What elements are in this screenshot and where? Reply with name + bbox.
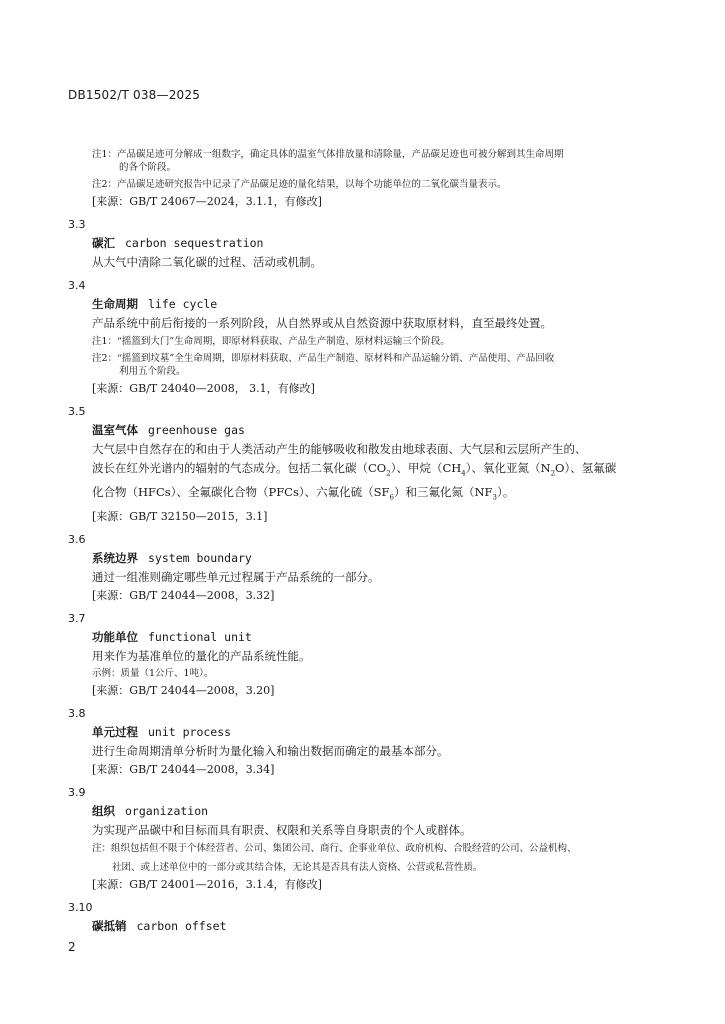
note-2: [92, 352, 658, 378]
subscript: 2: [550, 469, 556, 478]
term-english: carbon sequestration: [125, 236, 264, 250]
text-run: ）和三氟化氮（NF: [393, 485, 493, 500]
subscript: 6: [389, 493, 394, 502]
page-number: 2: [68, 940, 76, 954]
clause-number: 3.4: [68, 279, 86, 292]
term-chinese: 功能单位: [92, 629, 138, 644]
text-run: 化合物（HFCs）、全氟碳化合物（PFCs）、六氟化硫（SF: [92, 485, 390, 500]
document-code-header: DB1502/T 038—2025: [68, 88, 201, 102]
source-citation: [来源：GB/T 24067—2024，3.1.1，有修改]: [92, 195, 322, 208]
term-heading: [92, 295, 658, 314]
term-definition: [92, 440, 658, 508]
text-run: 波长在红外光谱内的辐射的气态成分。包括二氧化碳（CO: [92, 461, 387, 475]
clause-number: 3.10: [68, 900, 93, 914]
term-english: greenhouse gas: [148, 423, 245, 437]
term-english: carbon offset: [136, 918, 227, 933]
note-1: [92, 148, 658, 174]
term-chinese: 碳抵销: [92, 918, 127, 933]
example-text: 示例：质量（1公斤、1吨）。: [92, 667, 214, 679]
term-english: system boundary: [148, 550, 252, 565]
note-line: 利用五个阶段。: [119, 366, 186, 377]
term-heading: [92, 917, 658, 936]
clause-number: 3.6: [68, 532, 86, 546]
term-definition: 进行生命周期清单分析时为量化输入和输出数据而确定的最基本部分。: [92, 743, 449, 758]
text-run: ）。: [496, 485, 515, 500]
term-heading: [92, 628, 658, 647]
term-heading: [92, 234, 658, 253]
subscript: 2: [386, 469, 391, 478]
document-body: [68, 148, 658, 936]
definition-line: [92, 459, 658, 483]
note: [92, 842, 658, 874]
text-run: O）、氢氟碳: [555, 461, 617, 475]
term-chinese: 单元过程: [92, 724, 138, 739]
note-line: 社团、或上述单位中的一部分或其结合体，无论其是否具有法人资格、公营或私营性质。: [112, 861, 483, 873]
definition-line: 大气层中自然存在的和由于人类活动产生的能够吸收和散发由地球表面、大气层和云层所产生的、: [92, 442, 587, 456]
source-citation: [来源：GB/T 24044—2008，3.20]: [92, 683, 275, 697]
term-chinese: 碳汇: [92, 236, 115, 250]
text-run: ）、氧化亚氮（N: [465, 461, 551, 475]
term-english: unit process: [148, 724, 232, 739]
text-run: ）、甲烷（CH: [390, 461, 462, 475]
note-line: 注2：“摇篮到坟墓”全生命周期，即原材料获取、产品生产制造、原材料和产品运输分销、产品使用、产品回收: [92, 353, 555, 364]
note-line: 注1：“摇篮到大门”生命周期，即原材料获取、产品生产制造、原材料运输三个阶段。: [92, 336, 450, 347]
source-citation: [来源：GB/T 24001—2016，3.1.4，有修改]: [92, 877, 322, 891]
term-definition: 从大气中清除二氧化碳的过程、活动或机制。: [92, 255, 322, 269]
term-english: life cycle: [148, 297, 218, 311]
clause-number: 3.3: [68, 218, 86, 231]
subscript: 3: [492, 493, 497, 502]
term-definition: 为实现产品碳中和目标而具有职责、权限和关系等自身职责的个人或群体。: [92, 822, 472, 837]
note-2: [92, 178, 658, 191]
note-1: [92, 335, 658, 348]
source-citation: [来源：GB/T 24044—2008，3.34]: [92, 762, 275, 776]
term-definition: 通过一组准则确定哪些单元过程属于产品系统的一部分。: [92, 569, 380, 584]
term-definition: 产品系统中前后衔接的一系列阶段，从自然界或从自然资源中获取原材料，直至最终处置。: [92, 316, 552, 330]
source-citation: [来源：GB/T 24044—2008，3.32]: [92, 588, 275, 602]
term-chinese: 组织: [92, 803, 115, 818]
term-heading: [92, 549, 658, 568]
clause-number: 3.8: [68, 706, 86, 720]
term-chinese: 温室气体: [92, 423, 138, 437]
subscript: 4: [461, 469, 466, 478]
term-heading: [92, 421, 658, 440]
note-line: 注1：产品碳足迹可分解成一组数字，确定具体的温室气体排放量和清除量，产品碳足迹也可被分解到其生命周期: [92, 149, 564, 160]
term-heading: [92, 723, 658, 742]
note-line: 注2：产品碳足迹研究报告中记录了产品碳足迹的量化结果，以每个功能单位的二氧化碳当量表示。: [92, 179, 507, 190]
term-definition: 用来作为基准单位的量化的产品系统性能。: [92, 648, 311, 663]
note-line: 注：组织包括但不限于个体经营者、公司、集团公司、商行、企事业单位、政府机构、合股经营的公司、公益机构、: [92, 842, 577, 854]
term-chinese: 系统边界: [92, 550, 138, 565]
note-line: 的各个阶段。: [119, 162, 177, 173]
term-heading: [92, 802, 658, 821]
term-english: functional unit: [148, 629, 252, 644]
clause-number: 3.9: [68, 785, 86, 799]
clause-number: 3.5: [68, 405, 86, 418]
source-citation: [来源：GB/T 24040—2008， 3.1，有修改]: [92, 382, 315, 395]
term-chinese: 生命周期: [92, 297, 138, 311]
source-citation: [来源：GB/T 32150—2015，3.1]: [92, 509, 268, 523]
definition-line: [92, 483, 658, 507]
term-english: organization: [125, 803, 209, 818]
clause-number: 3.7: [68, 611, 86, 625]
